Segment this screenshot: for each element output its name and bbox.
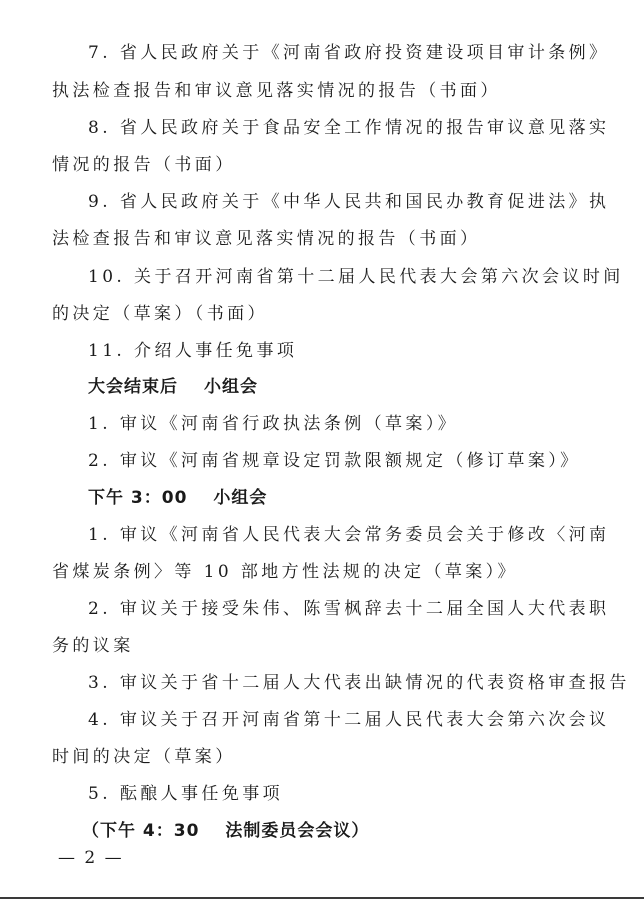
item-8-line-1: 8. 省人民政府关于食品安全工作情况的报告审议意见落实 (88, 118, 610, 138)
item-7-line-1: 7. 省人民政府关于《河南省政府投资建设项目审计条例》 (88, 43, 610, 63)
after-meeting-time: 大会结束后 (88, 377, 178, 397)
item-7-line-2: 执法检查报告和审议意见落实情况的报告（书面） (52, 81, 501, 101)
afternoon-3-time: 下午 3：00 (88, 488, 188, 508)
bottom-rule (0, 897, 644, 899)
afternoon-3-item-5-line-1: 5. 酝酿人事任免事项 (88, 784, 284, 804)
item-8-line-2: 情况的报告（书面） (52, 155, 236, 175)
afternoon-3-type: 小组会 (213, 488, 268, 508)
afternoon-3-item-3-line-1: 3. 审议关于省十二届人大代表出缺情况的代表资格审查报告 (88, 673, 630, 693)
after-meeting-item-2: 2. 审议《河南省规章设定罚款限额规定（修订草案）》 (88, 451, 581, 471)
afternoon-3-item-4-line-1: 4. 审议关于召开河南省第十二届人民代表大会第六次会议 (88, 710, 610, 730)
afternoon-3-item-4-line-2: 时间的决定（草案） (52, 747, 236, 767)
afternoon-4-time: （下午 4：30 (82, 821, 200, 841)
item-10-line-2: 的决定（草案）（书面） (52, 304, 268, 324)
after-meeting-type: 小组会 (204, 377, 258, 397)
afternoon-3-item-2-line-1: 2. 审议关于接受朱伟、陈雪枫辞去十二届全国人大代表职 (88, 599, 610, 619)
item-10-line-1: 10. 关于召开河南省第十二届人民代表大会第六次会议时间 (88, 267, 624, 287)
after-meeting-item-1: 1. 审议《河南省行政执法条例（草案）》 (88, 414, 459, 434)
item-9-line-2: 法检查报告和审议意见落实情况的报告（书面） (52, 229, 481, 249)
afternoon-3-item-1-line-1: 1. 审议《河南省人民代表大会常务委员会关于修改〈河南 (88, 525, 610, 545)
item-9-line-1: 9. 省人民政府关于《中华人民共和国民办教育促进法》执 (88, 192, 610, 212)
afternoon-3-item-2-line-2: 务的议案 (52, 636, 134, 656)
after-meeting-heading (88, 376, 602, 398)
page-number: — 2 — (58, 848, 124, 868)
afternoon-4-type: 法制委员会会议） (225, 821, 370, 841)
afternoon-4-heading (82, 820, 596, 842)
afternoon-3-heading (88, 487, 602, 509)
item-11-line-1: 11. 介绍人事任免事项 (88, 341, 298, 361)
afternoon-3-item-1-line-2: 省煤炭条例〉等 10 部地方性法规的决定（草案）》 (52, 562, 518, 582)
